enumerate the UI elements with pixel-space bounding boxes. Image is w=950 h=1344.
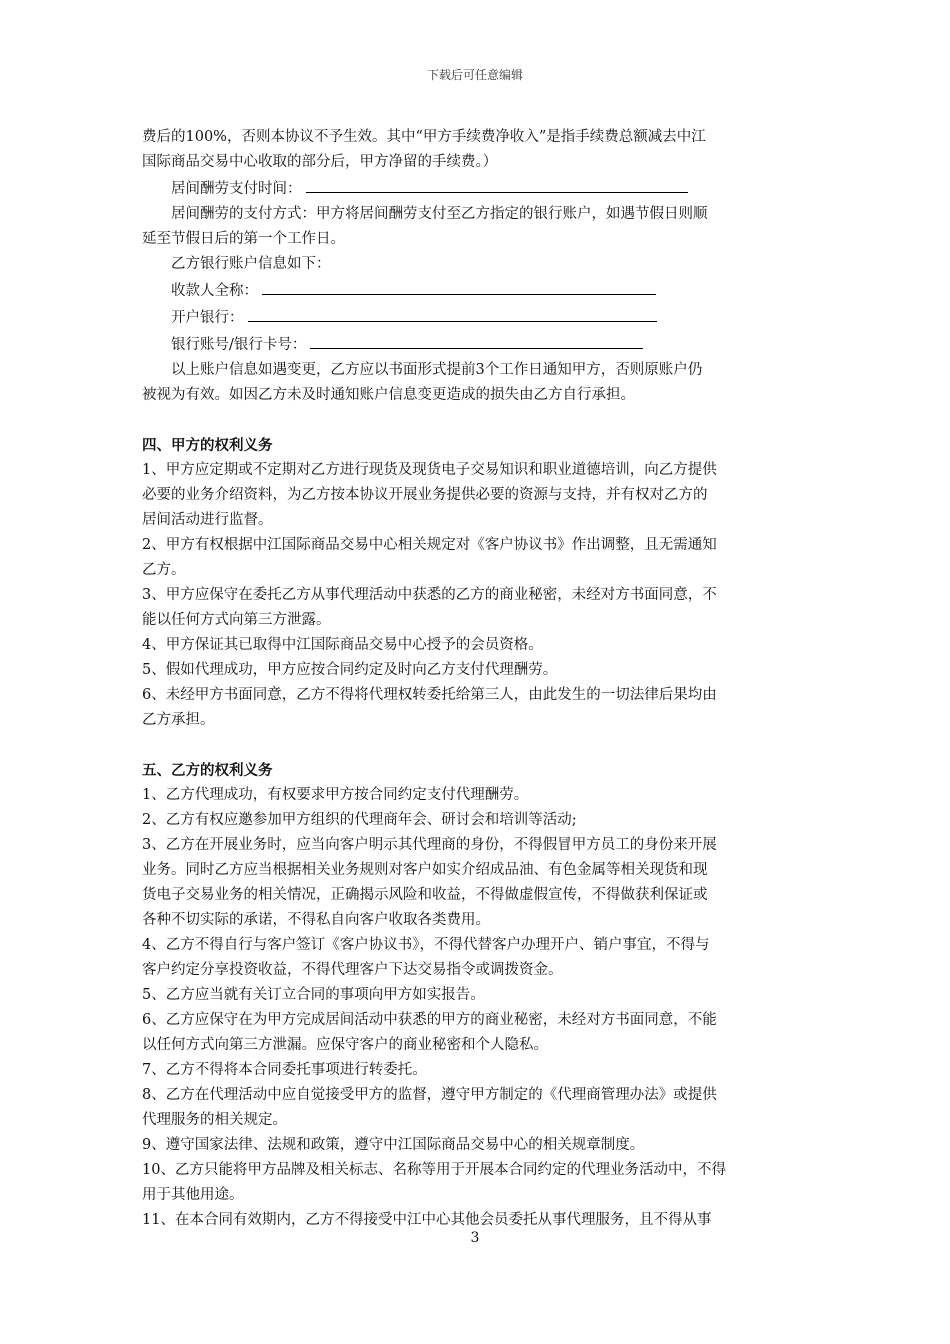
bank-row <box>142 304 808 331</box>
section5-item <box>142 808 808 833</box>
section5-item-line: 11、在本合同有效期内，乙方不得接受中江中心其他会员委托从事代理服务，且不得从事 <box>142 1212 712 1228</box>
bank-info-label: 乙方银行账户信息如下： <box>171 256 331 272</box>
section4-item-line: 2、甲方有权根据中江国际商品交易中心相关规定对《客户协议书》作出调整，且无需通知 <box>142 537 717 553</box>
section4-item-line: 乙方。 <box>142 562 186 578</box>
section4-item-line: 3、甲方应保守在委托乙方从事代理活动中获悉的乙方的商业秘密，未经对方书面同意，不 <box>142 587 717 603</box>
bank-label: 开户银行： <box>171 310 244 326</box>
section5-item-line: 1、乙方代理成功，有权要求甲方按合同约定支付代理酬劳。 <box>142 787 529 803</box>
section5-items <box>142 783 808 1233</box>
page-header: 下载后可任意编辑 <box>426 68 523 82</box>
payee-blank[interactable] <box>262 277 656 295</box>
section4-item-line: 乙方承担。 <box>142 712 215 728</box>
section5-item-line: 6、乙方应保守在为甲方完成居间活动中获悉的甲方的商业秘密，未经对方书面同意，不能 <box>142 1012 717 1028</box>
payee-label: 收款人全称： <box>171 283 258 299</box>
section5-item <box>142 983 808 1008</box>
change-notice-line: 以上账户信息如遇变更，乙方应以书面形式提前3个工作日通知甲方，否则原账户仍 <box>171 362 703 378</box>
section5-item-line: 4、乙方不得自行与客户签订《客户协议书》，不得代替客户办理开户、销户事宜，不得与 <box>142 937 710 953</box>
section4-item <box>142 658 808 683</box>
section5-item <box>142 1133 808 1158</box>
section5-item-line: 7、乙方不得将本合同委托事项进行转委托。 <box>142 1062 427 1078</box>
section5-item <box>142 1158 808 1208</box>
payment-method-line: 延至节假日后的第一个工作日。 <box>142 231 345 247</box>
section5-item-line: 用于其他用途。 <box>142 1187 244 1203</box>
section4-item-line: 5、假如代理成功，甲方应按合同约定及时向乙方支付代理酬劳。 <box>142 662 558 678</box>
payment-time-row <box>142 175 808 202</box>
section4-item <box>142 533 808 583</box>
section5-item <box>142 1008 808 1058</box>
account-row <box>142 331 808 358</box>
section4-item-line: 能以任何方式向第三方泄露。 <box>142 612 331 628</box>
section4-item-line: 1、甲方应定期或不定期对乙方进行现货及现货电子交易知识和职业道德培训，向乙方提供 <box>142 462 717 478</box>
section4-item <box>142 633 808 658</box>
account-label: 银行账号/银行卡号： <box>171 337 307 353</box>
section4-item <box>142 583 808 633</box>
section4-item <box>142 458 808 533</box>
section5-item <box>142 933 808 983</box>
section5-item-line: 货电子交易业务的相关情况，正确揭示风险和收益，不得做虚假宣传，不得做获利保证或 <box>142 887 708 903</box>
intro-line: 费后的100%，否则本协议不予生效。其中“甲方手续费净收入”是指手续费总额减去中江 <box>142 129 706 145</box>
change-notice-line: 被视为有效。如因乙方未及时通知账户信息变更造成的损失由乙方自行承担。 <box>142 387 635 403</box>
section4-title: 四、甲方的权利义务 <box>142 437 273 454</box>
section5-title: 五、乙方的权利义务 <box>142 762 273 779</box>
section5-item <box>142 1058 808 1083</box>
section5-item <box>142 833 808 933</box>
section5-item-line: 2、乙方有权应邀参加甲方组织的代理商年会、研讨会和培训等活动; <box>142 812 577 828</box>
section4-item <box>142 683 808 733</box>
payment-time-blank[interactable] <box>306 175 688 193</box>
document-body <box>142 125 808 1233</box>
section5-item <box>142 1083 808 1133</box>
section4-item-line: 6、未经甲方书面同意，乙方不得将代理权转委托给第三人，由此发生的一切法律后果均由 <box>142 687 717 703</box>
payment-time-label: 居间酬劳支付时间： <box>171 181 302 197</box>
payment-method-line: 居间酬劳的支付方式：甲方将居间酬劳支付至乙方指定的银行账户，如遇节假日则顺 <box>171 206 708 222</box>
section4-item-line: 必要的业务介绍资料，为乙方按本协议开展业务提供必要的资源与支持，并有权对乙方的 <box>142 487 708 503</box>
section5-item-line: 业务。同时乙方应当根据相关业务规则对客户如实介绍成品油、有色金属等相关现货和现 <box>142 862 708 878</box>
section5-item-line: 客户约定分享投资收益，不得代理客户下达交易指令或调拨资金。 <box>142 962 563 978</box>
section5-item <box>142 783 808 808</box>
section5-item-line: 各种不切实际的承诺，不得私自向客户收取各类费用。 <box>142 912 490 928</box>
section5-item-line: 10、乙方只能将甲方品牌及相关标志、名称等用于开展本合同约定的代理业务活动中，不得 <box>142 1162 726 1178</box>
account-blank[interactable] <box>310 331 643 349</box>
section5-item-line: 以任何方式向第三方泄漏。应保守客户的商业秘密和个人隐私。 <box>142 1037 548 1053</box>
section5-item-line: 8、乙方在代理活动中应自觉接受甲方的监督，遵守甲方制定的《代理商管理办法》或提供 <box>142 1087 717 1103</box>
section5-item-line: 5、乙方应当就有关订立合同的事项向甲方如实报告。 <box>142 987 485 1003</box>
bank-blank[interactable] <box>248 304 657 322</box>
section5-item-line: 9、遵守国家法律、法规和政策，遵守中江国际商品交易中心的相关规章制度。 <box>142 1137 645 1153</box>
section4-item-line: 居间活动进行监督。 <box>142 512 273 528</box>
payee-row <box>142 277 808 304</box>
section4-items <box>142 458 808 733</box>
intro-line: 国际商品交易中心收取的部分后，甲方净留的手续费。） <box>142 154 498 170</box>
section5-item-line: 代理服务的相关规定。 <box>142 1112 287 1128</box>
section4-item-line: 4、甲方保证其已取得中江国际商品交易中心授予的会员资格。 <box>142 637 543 653</box>
section5-item-line: 3、乙方在开展业务时，应当向客户明示其代理商的身份，不得假冒甲方员工的身份来开展 <box>142 837 717 853</box>
page-number: 3 <box>470 1230 480 1246</box>
